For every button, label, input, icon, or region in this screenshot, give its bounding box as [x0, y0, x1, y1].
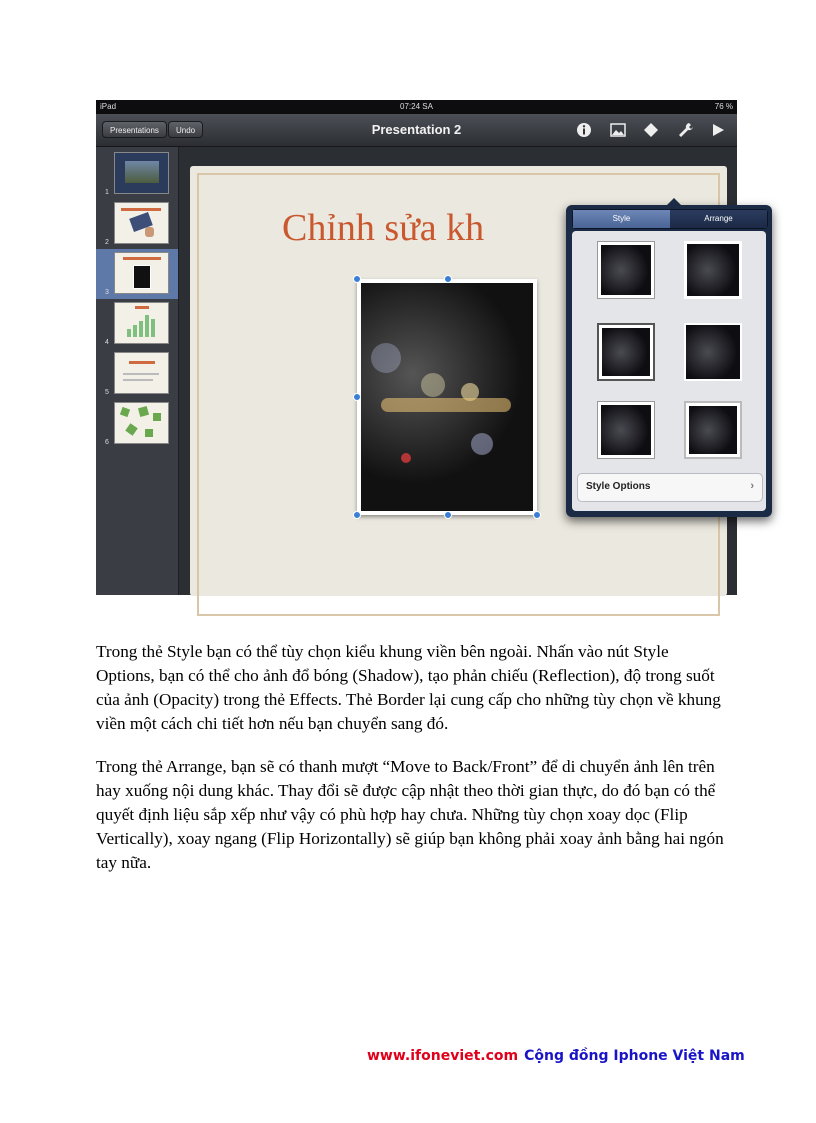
slide-thumbnail[interactable]	[114, 302, 169, 344]
style-option[interactable]	[684, 401, 742, 459]
night-lights-photo	[361, 283, 533, 511]
popover-arrow	[666, 198, 682, 206]
slide-thumbnail[interactable]	[114, 352, 169, 394]
body-paragraph: Trong thẻ Arrange, bạn sẽ có thanh mượt “Move to Back/Front” để di chuyển ảnh lên trên hay xuống nội dung khác. Thay đổi sẽ được cập nhật theo thời gian thực, do đó bạn có thể quyết định liệu sắp xếp như vậy có phù hợp hay chưa. Những tùy chọn xoay dọc (Flip Vertically), xoay ngang (Flip Horizontally) sẽ giúp bạn không phải xoay ảnh bằng hai ngón tay nữa.	[96, 757, 724, 872]
undo-button[interactable]: Undo	[168, 121, 203, 138]
play-icon[interactable]	[708, 120, 728, 140]
slide-thumbnail-row[interactable]	[96, 149, 178, 199]
resize-handle[interactable]	[533, 511, 541, 519]
slide-canvas	[179, 147, 754, 595]
slide-navigator	[96, 147, 179, 595]
resize-handle[interactable]	[353, 511, 361, 519]
info-icon[interactable]	[574, 120, 594, 140]
image-icon[interactable]	[608, 120, 628, 140]
resize-handle[interactable]	[444, 511, 452, 519]
slide-thumbnail-row[interactable]	[96, 249, 178, 299]
device-name: iPad	[100, 102, 117, 111]
chevron-right-icon: ›	[750, 480, 754, 492]
style-options-label: Style Options	[586, 481, 651, 492]
page-footer	[367, 1048, 745, 1064]
style-option[interactable]	[684, 241, 742, 299]
slide-thumbnail[interactable]	[114, 152, 169, 194]
footer-slogan: Cộng đồng Iphone Việt Nam	[524, 1048, 745, 1064]
battery-level: 76 %	[714, 102, 733, 111]
popover-tabs	[572, 209, 768, 229]
style-option[interactable]	[684, 323, 742, 381]
style-gallery	[572, 231, 766, 511]
style-option[interactable]	[597, 241, 655, 299]
slide-number: 2	[105, 239, 109, 246]
shapes-icon[interactable]	[641, 120, 661, 140]
app-toolbar	[96, 114, 737, 147]
selected-photo[interactable]	[357, 279, 537, 515]
resize-handle[interactable]	[353, 393, 361, 401]
slide-thumbnail[interactable]	[114, 402, 169, 444]
slide-title[interactable]: Chỉnh sửa kh	[282, 207, 485, 249]
slide-number: 3	[105, 289, 109, 296]
style-option[interactable]	[597, 401, 655, 459]
body-paragraph: Trong thẻ Style bạn có thể tùy chọn kiểu khung viền bên ngoài. Nhấn vào nút Style Options, bạn có thể cho ảnh đổ bóng (Shadow), tạo phản chiếu (Reflection), độ trong suốt của ảnh (Opacity) trong thẻ Effects. Thẻ Border lại cung cấp cho những tùy chọn về khung viền một cách chi tiết hơn nếu bạn chuyển sang đó.	[96, 642, 721, 733]
tab-arrange[interactable]: Arrange	[670, 210, 767, 228]
slide-thumbnail-row[interactable]	[96, 399, 178, 449]
style-option[interactable]	[597, 323, 655, 381]
slide-thumbnail[interactable]	[114, 202, 169, 244]
slide-number: 5	[105, 389, 109, 396]
slide-thumbnail[interactable]	[114, 252, 169, 294]
resize-handle[interactable]	[353, 275, 361, 283]
image-style-popover	[566, 205, 772, 517]
slide-number: 4	[105, 339, 109, 346]
ipad-screenshot	[96, 100, 754, 595]
slide-number: 1	[105, 189, 109, 196]
slide-thumbnail-row[interactable]	[96, 349, 178, 399]
resize-handle[interactable]	[444, 275, 452, 283]
tab-style[interactable]: Style	[573, 210, 670, 228]
status-time: 07:24 SA	[400, 102, 433, 111]
wrench-icon[interactable]	[676, 120, 696, 140]
slide-thumbnail-row[interactable]	[96, 199, 178, 249]
presentations-button[interactable]: Presentations	[102, 121, 167, 138]
document-title: Presentation 2	[371, 122, 462, 137]
style-options-button[interactable]	[577, 473, 763, 502]
slide-number: 6	[105, 439, 109, 446]
slide-thumbnail-row[interactable]	[96, 299, 178, 349]
status-bar	[96, 100, 737, 114]
footer-url[interactable]: www.ifoneviet.com	[367, 1048, 519, 1064]
